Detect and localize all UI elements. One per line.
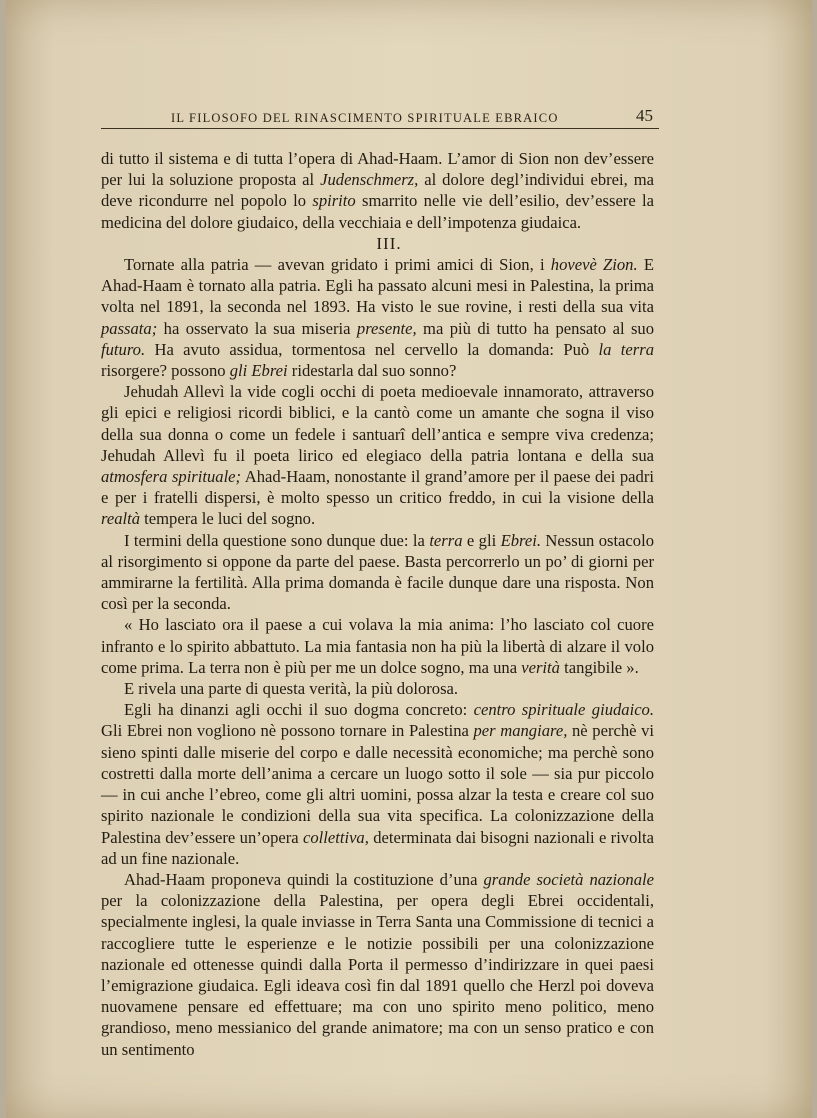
paragraph: Egli ha dinanzi agli occhi il suo dogma concreto: centro spirituale giudaico. Gli Ebrei non vogliono nè possono tornare in Palestina per mangiare, nè perchè vi sieno spinti dalle miserie del corpo e dalle necessità economiche; ma perchè sono costretti dalla morte dell’anima a cercare un luogo sotto il sole — sia pur piccolo — in cui anche l’ebreo, come gli altri uomini, possa alzar la testa e creare col suo spirito nazionale le condizioni della sua vita specifica. La colonizzazione della Palestina dev’essere un’opera collettiva, determinata dai bisogni nazionali e rivolta ad un fine nazionale.	[101, 700, 655, 868]
header-rule	[101, 128, 659, 129]
paragraph: Tornate alla patria — avevan gridato i primi amici di Sion, i hovevè Zion. E Ahad-Haam è tornato alla patria. Egli ha passato alcuni mesi in Palestina, la prima volta nel 1891, la seconda nel 1893. Ha visto le sue rovine, i resti della sua vita passata; ha osservato la sua miseria presente, ma più di tutto ha pensato al suo futuro. Ha avuto assidua, tormentosa nel cervello la domanda: Può la terra risorgere? possono gli Ebrei ridestarla dal suo sonno?	[101, 255, 655, 381]
page-header	[101, 108, 661, 130]
paragraph: « Ho lasciato ora il paese a cui volava la mia anima: l’ho lasciato col cuore infranto e lo spirito abbattuto. La mia fantasia non ha più la libertà di alzare il volo come prima. La terra non è più per me un dolce sogno, ma una verità tangibile ».	[101, 615, 654, 677]
section-heading: III.	[376, 233, 402, 253]
body-text	[101, 148, 654, 1060]
paragraph: Ahad-Haam proponeva quindi la costituzione d’una grande società nazionale per la colonizzazione della Palestina, per opera degli Ebrei occidentali, specialmente inglesi, la quale inviasse in Terra Santa una Commissione di tecnici a raccogliere tutte le esperienze e le notizie possibili per una colonizzazione nazionale ed ottenesse quindi dalla Porta il permesso d’indirizzare in quei paesi l’emigrazione giudaica. Egli ideava così fin dal 1891 quello che Herzl poi doveva nuovamene pensare ed effettuare; ma con uno spirito meno politico, meno grandioso, meno messianico del grande animatore; ma con un senso pratico e con un sentimento	[101, 869, 654, 1059]
running-title: IL FILOSOFO DEL RINASCIMENTO SPIRITUALE EBRAICO	[171, 111, 559, 125]
page-number: 45	[636, 106, 653, 125]
paragraph: di tutto il sistema e di tutta l’opera di Ahad-Haam. L’amor di Sion non dev’essere per lui la soluzione proposta al Judenschmerz, al dolore degl’individui ebrei, ma deve ricondurre nel popolo lo spirito smarrito nelle vie dell’esilio, dev’essere la medicina del dolore giudaico, della vecchiaia e dell’impotenza giudaica.	[101, 149, 654, 232]
book-page	[6, 0, 812, 1118]
paragraph: I termini della questione sono dunque due: la terra e gli Ebrei. Nessun ostacolo al risorgimento si oppone da parte del paese. Basta percorrerlo un po’ di giorni per ammirarne la fertilità. Alla prima domanda è facile dunque dare una risposta. Non così per la seconda.	[101, 530, 654, 614]
paragraph: Jehudah Allevì la vide cogli occhi di poeta medioevale innamorato, attraverso gli epici e religiosi ricordi biblici, e la cantò come un amante che sogna il viso della sua donna o come un fedele i santuarî dell’antica e sempre viva credenza; Jehudah Allevì fu il poeta lirico ed elegiaco della patria lontana e della sua atmosfera spirituale; Ahad-Haam, nonostante il grand’amore per il paese dei padri e per i fratelli dispersi, è molto spesso un critico freddo, in cui la visione della realtà tempera le luci del sogno.	[101, 382, 654, 529]
paragraph: E rivela una parte di questa verità, la più dolorosa.	[124, 679, 459, 699]
